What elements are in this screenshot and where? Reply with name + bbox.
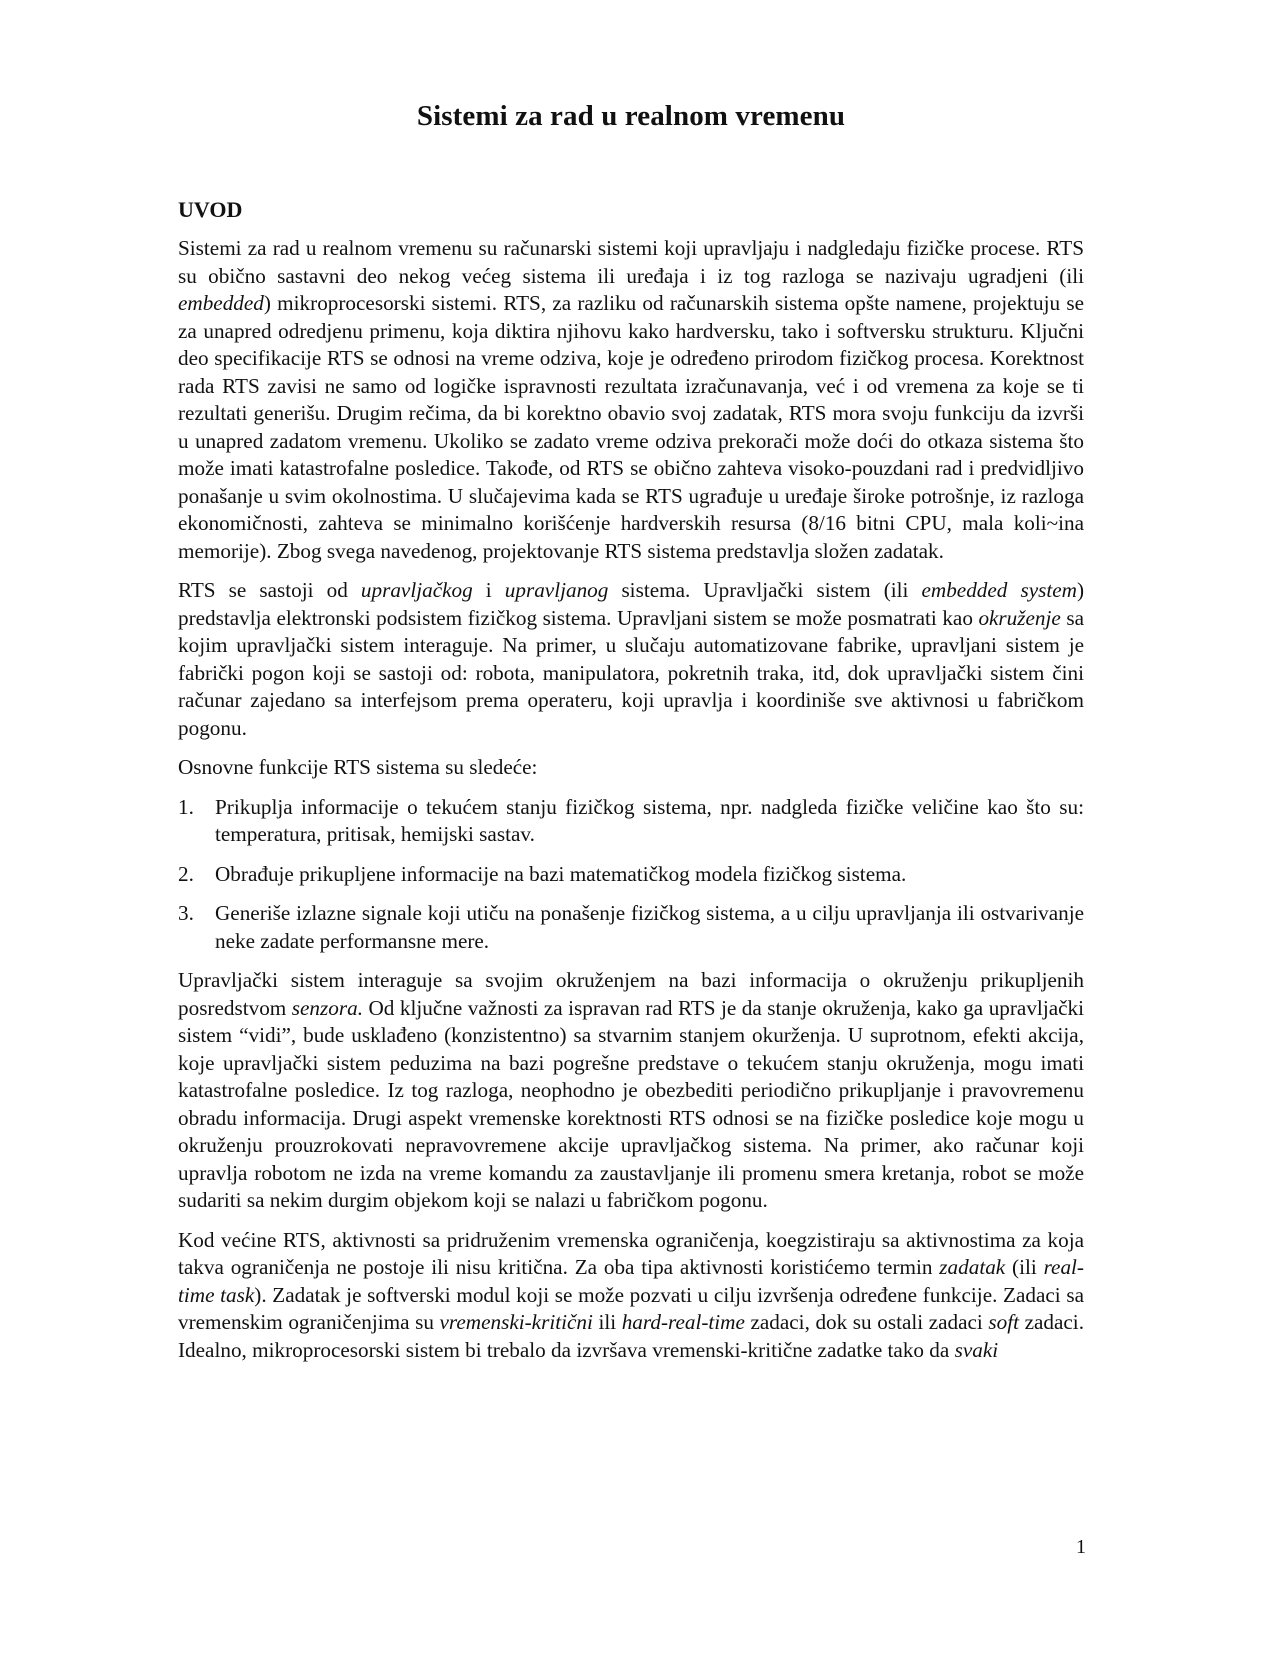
paragraph-functions-intro: Osnovne funkcije RTS sistema su sledeće:	[178, 755, 538, 779]
list-item-text: Generiše izlazne signale koji utiču na ponašenje fizičkog sistema, a u cilju upravljanja ili ostvarivanje neke zadate performansne mere.	[215, 901, 1084, 953]
emphasis-text: real-time task	[178, 1255, 1084, 1307]
emphasis-text: okruženje	[978, 605, 1061, 630]
list-number: 3.	[178, 901, 194, 925]
paragraph-structure	[178, 577, 1084, 742]
text-run: zadaci, dok su ostali zadaci	[744, 1310, 989, 1334]
list-item-text: Prikuplja informacije o tekućem stanju fizičkog sistema, npr. nadgleda fizičke veličine kao što su: temperatura, pritisak, hemijski sastav.	[215, 794, 1084, 846]
emphasis-text: embedded system	[921, 578, 1077, 602]
list-number: 1.	[178, 794, 194, 819]
page-number: 1	[1076, 1536, 1086, 1558]
emphasis-text: svaki	[954, 1337, 999, 1362]
paragraph-sensors	[178, 967, 1084, 1215]
text-run: zadaci. Idealno, mikroprocesorski sistem bi trebalo da izvršava vremenski-kritične zadatke tako da	[178, 1310, 1084, 1362]
emphasis-text: upravljačkog	[360, 578, 473, 602]
emphasis-text: soft	[988, 1310, 1020, 1334]
text-run: sa kojim upravljački sistem interaguje. Na primer, u slučaju automatizovane fabrike, upravljani sistem je fabrički pogon koji se sastoji od: robota, manipulatora, pokretnih traka, itd, dok upravljački sistem čini računar zajedano sa interfejsom prema operateru, koji upravlja i koordiniše sve aktivnosi u fabričkom pogonu.	[178, 605, 1084, 740]
paragraph-intro	[178, 235, 1084, 565]
text-run: ili	[592, 1310, 622, 1334]
text-run: ) mikroprocesorski sistemi. RTS, za razliku od računarskih sistema opšte namene, projektuju se za unapred odredjenu primenu, koja diktira njihovu kako hardversku, tako i softversku strukturu. Ključni deo specifikacije RTS se odnosi na vreme odziva, koje je određeno prirodom fizičkog procesa. Korektnost rada RTS zavisi ne samo od logičke ispravnosti rezultata izračunavanja, već i od vremena za koje se ti rezultati generišu. Drugim rečima, da bi korektno obavio svoj zadatak, RTS mora svoju funkciju da izvrši u unapred zadatom vremenu. Ukoliko se zadato vreme odziva prekorači može doći do otkaza sistema što može imati katastrofalne posledice. Takođe, od RTS se obično zahteva visoko-pouzdani rad i predvidljivo ponašanje u svim okolnostima. U slučajevima kada se RTS ugrađuje u uređaje široke potrošnje, iz razloga ekonomičnosti, zahteva se minimalno korišćenje hardverskih resursa (8/16 bitni CPU, mala koli~ina memorije). Zbog svega navedenog, projektovanje RTS sistema predstavlja složen zadatak.	[178, 291, 1084, 563]
emphasis-text: upravljanog	[504, 578, 609, 602]
text-run: Sistemi za rad u realnom vremenu su računarski sistemi koji upravljaju i nadgledaju fizičke procese. RTS su obično sastavni deo nekog većeg sistema ili uređaja i iz tog razloga se nazivaju ugradjeni (ili	[178, 236, 1084, 288]
text-run: Upravljački sistem interaguje sa svojim okruženjem na bazi informacija o okruženju prikupljenih posredstvom	[178, 968, 1084, 1020]
document-title: Sistemi za rad u realnom vremenu	[416, 100, 846, 132]
text-run: sistema. Upravljački sistem (ili	[608, 578, 922, 602]
emphasis-text: senzora.	[291, 995, 363, 1020]
functions-list	[178, 794, 1084, 956]
list-item-text: Obrađuje prikupljene informacije na bazi matematičkog modela fizičkog sistema.	[215, 861, 907, 886]
list-number: 2.	[178, 861, 194, 886]
text-run: RTS se sastoji od	[178, 578, 361, 602]
text-run: i	[472, 578, 505, 602]
text-run: ). Zadatak je softverski modul koji se može pozvati u cilju izvršenja određene funkcije. Zadaci sa vremenskim ograničenjima su	[178, 1282, 1084, 1334]
list-item	[178, 861, 1084, 889]
text-run: (ili	[1005, 1255, 1044, 1279]
document-page	[178, 100, 1084, 1376]
section-heading-uvod: UVOD	[178, 197, 243, 222]
emphasis-text: embedded	[178, 291, 264, 315]
emphasis-text: hard-real-time	[621, 1310, 745, 1334]
emphasis-text: zadatak	[939, 1255, 1006, 1279]
list-item	[178, 900, 1084, 955]
paragraph-tasks	[178, 1227, 1084, 1365]
list-item	[178, 794, 1084, 849]
text-run: ) predstavlja elektronski podsistem fizičkog sistema. Upravljani sistem se može posmatrati kao	[178, 578, 1085, 630]
text-run: Od ključne važnosti za ispravan rad RTS je da stanje okruženja, kako ga upravljački sistem “vidi”, bude usklađeno (konzistentno) sa stvarnim stanjem okurženja. U suprotnom, efekti akcija, koje upravljački sistem peduzima na bazi pogrešne predstave o tekućem stanju okruženja, mogu imati katastrofalne posledice. Iz tog razloga, neophodno je obezbediti periodično prikupljanje i pravovremenu obradu informacija. Drugi aspekt vremenske korektnosti RTS odnosi se na fizičke posledice koje mogu u okruženju prouzrokovati nepravovremene akcije upravljačkog sistema. Na primer, ako računar koji upravlja robotom ne izda na vreme komandu za zaustavljanje ili promenu smera kretanja, robot se može sudariti sa nekim durgim objekom koji se nalazi u fabričkom pogonu.	[178, 995, 1084, 1212]
text-run: Kod većine RTS, aktivnosti sa pridruženim vremenska ograničenja, koegzistiraju sa aktivnostima za koja takva ograničenja ne postoje ili nisu kritična. Za oba tipa aktivnosti koristićemo termin	[178, 1227, 1084, 1279]
emphasis-text: vremenski-kritični	[439, 1310, 593, 1334]
